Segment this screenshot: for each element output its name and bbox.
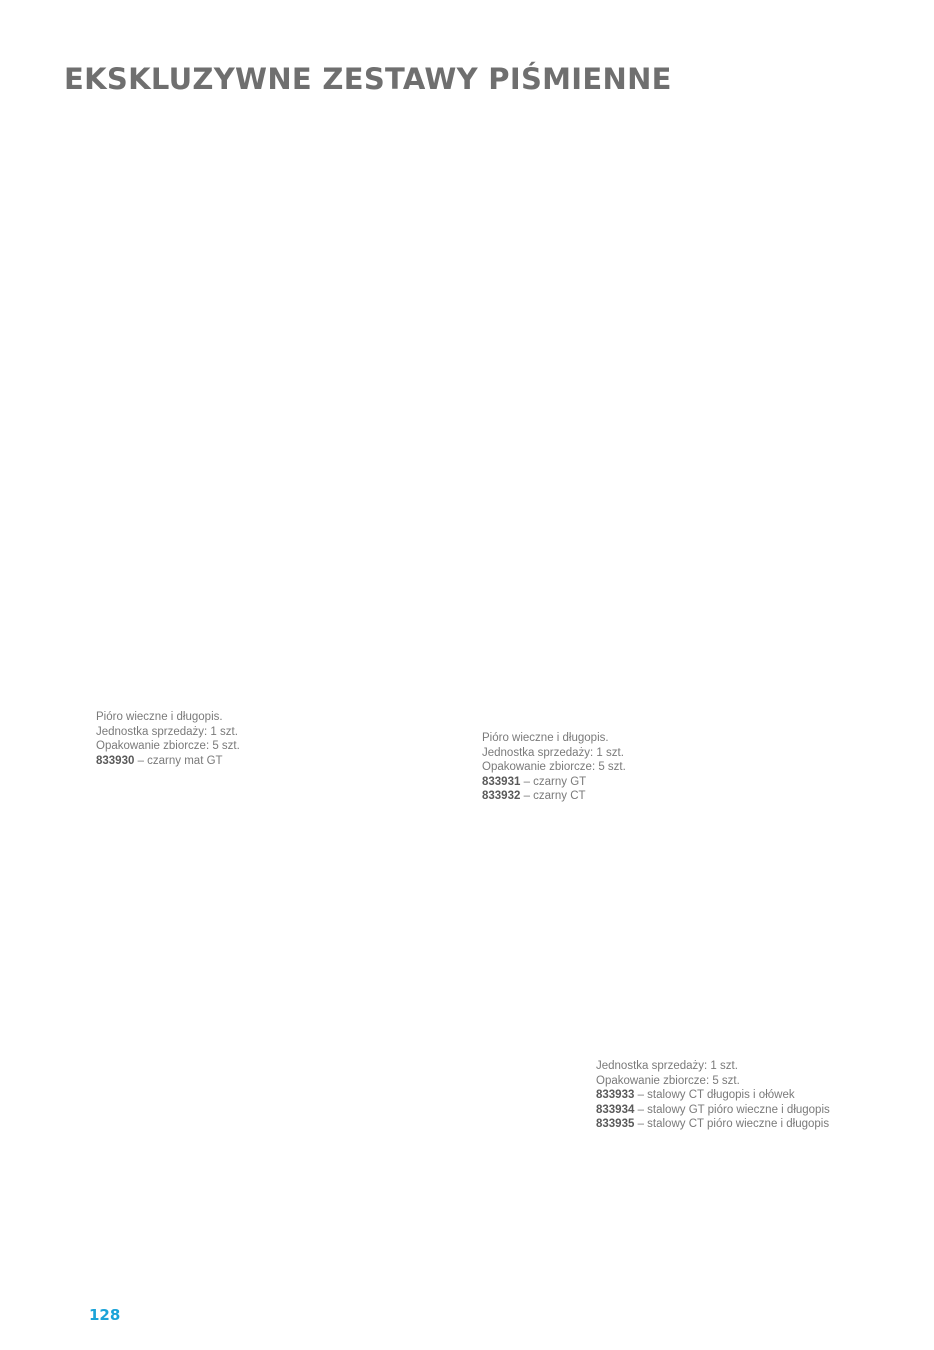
product-description: Pióro wieczne i długopis.: [482, 732, 609, 744]
product-code: 833934: [596, 1103, 635, 1116]
product-info-pen-set-2: [482, 731, 626, 804]
variant-line: [596, 1103, 830, 1118]
variant-label: – stalowy GT pióro wieczne i długopis: [634, 1103, 830, 1116]
sales-unit: Jednostka sprzedaży: 1 szt.: [96, 725, 238, 738]
variant-label: – czarny GT: [520, 775, 587, 788]
page-title: EKSKLUZYWNE ZESTAWY PIŚMIENNE: [64, 62, 672, 96]
variant-label: – stalowy CT pióro wieczne i długopis: [634, 1118, 830, 1131]
product-description: Pióro wieczne i długopis.: [96, 711, 223, 723]
variant-line: [482, 775, 626, 790]
bulk-pack: Opakowanie zbiorcze: 5 szt.: [596, 1074, 740, 1087]
product-info-steel-sets: [596, 1059, 830, 1132]
bulk-pack: Opakowanie zbiorcze: 5 szt.: [482, 761, 626, 774]
page-number: 128: [89, 1306, 121, 1324]
variant-label: – stalowy CT długopis i ołówek: [634, 1089, 795, 1102]
product-code: 833932: [482, 790, 521, 803]
product-code: 833935: [596, 1118, 635, 1131]
variant-label: – czarny CT: [520, 790, 586, 803]
sales-unit: Jednostka sprzedaży: 1 szt.: [482, 746, 624, 759]
product-code: 833930: [96, 754, 135, 767]
product-info-pen-set-1: [96, 710, 240, 768]
variant-line: [596, 1117, 830, 1132]
product-code: 833931: [482, 775, 521, 788]
product-code: 833933: [596, 1089, 635, 1102]
bulk-pack: Opakowanie zbiorcze: 5 szt.: [96, 740, 240, 753]
variant-line: [596, 1088, 830, 1103]
sales-unit: Jednostka sprzedaży: 1 szt.: [596, 1060, 738, 1072]
variant-line: [96, 754, 240, 769]
variant-line: [482, 789, 626, 804]
variant-label: – czarny mat GT: [134, 754, 223, 767]
